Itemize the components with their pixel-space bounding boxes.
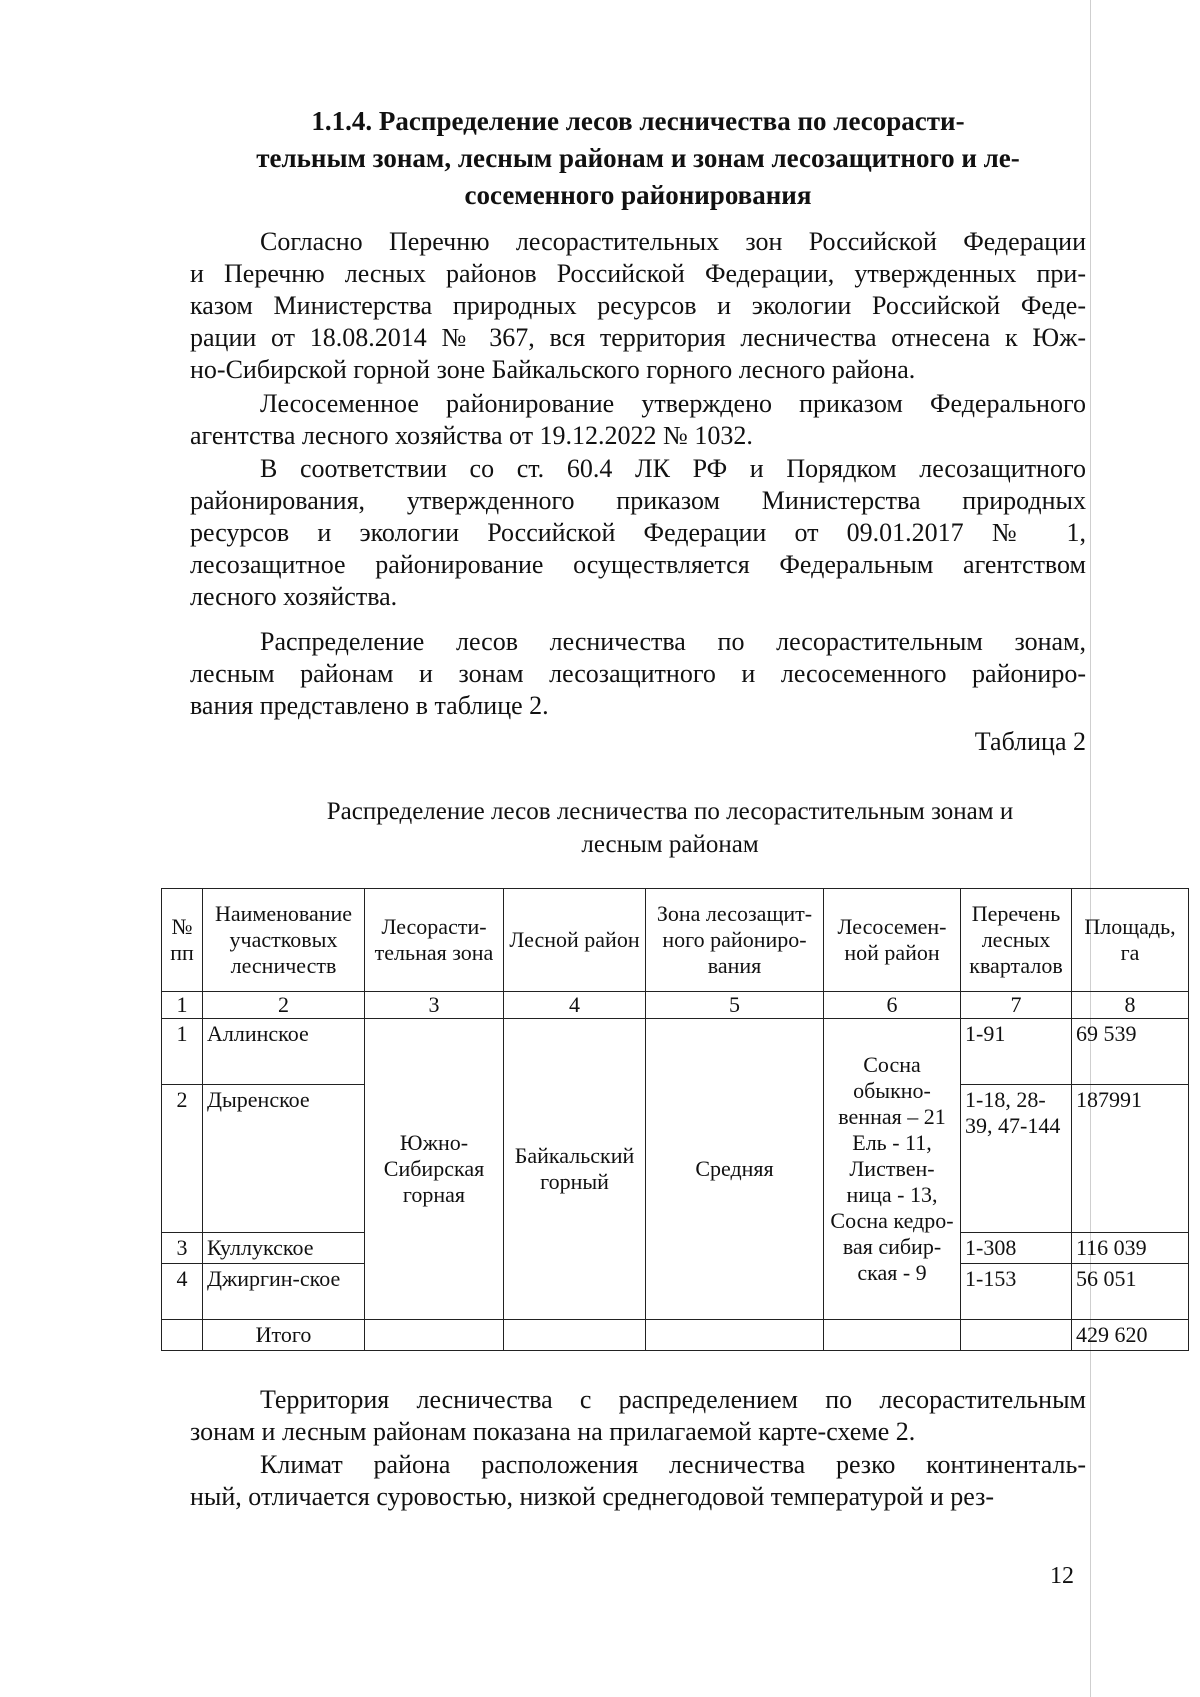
distribution-table — [161, 888, 1189, 1351]
area-value: 56 051 — [1072, 1264, 1189, 1320]
text-line: вания представлено в таблице 2. — [190, 691, 549, 720]
header-cell: Перечень лесных кварталов — [961, 889, 1072, 992]
caption-line: лесным районам — [581, 831, 759, 858]
text-line: лесозащитное районирование осуществляется Федеральным агентством — [190, 550, 1086, 579]
text-line: Лесосеменное районирование утверждено приказом Федерального — [260, 389, 1086, 418]
quarters-list: 1-91 — [961, 1019, 1072, 1085]
heading-line: 1.1.4. Распределение лесов лесничества по лесорасти- — [311, 106, 965, 136]
table-row — [162, 1019, 1189, 1085]
text-line: ный, отличается суровостью, низкой среднегодовой температурой и рез- — [190, 1482, 995, 1511]
quarters-list: 1-18, 28-39, 47-144 — [961, 1085, 1072, 1233]
area-value: 187991 — [1072, 1085, 1189, 1233]
quarters-list: 1-153 — [961, 1264, 1072, 1320]
row-number: 3 — [162, 1233, 203, 1264]
column-number: 7 — [961, 992, 1072, 1019]
header-cell: Лесосемен-ной район — [824, 889, 961, 992]
header-cell: Лесной район — [504, 889, 646, 992]
empty-cell — [646, 1320, 824, 1351]
total-label: Итого — [203, 1320, 365, 1351]
empty-cell — [365, 1320, 504, 1351]
protection-zone: Средняя — [646, 1019, 824, 1320]
header-cell: Наименование участковых лесничеств — [203, 889, 365, 992]
table-caption — [270, 795, 1070, 861]
text-line: зонам и лесным районам показана на прилагаемой карте-схеме 2. — [190, 1417, 916, 1446]
table-label: Таблица 2 — [974, 727, 1086, 756]
empty-cell — [961, 1320, 1072, 1351]
row-number: 4 — [162, 1264, 203, 1320]
paragraph-2 — [190, 388, 1086, 452]
text-line: но-Сибирской горной зоне Байкальского горного лесного района. — [190, 355, 916, 384]
column-number-row — [162, 992, 1189, 1019]
page-number: 12 — [1050, 1563, 1074, 1589]
vegetation-zone: Южно-Сибирская горная — [365, 1019, 504, 1320]
scan-edge-line — [1090, 0, 1091, 1697]
text-line: и Перечню лесных районов Российской Федерации, утвержденных при- — [190, 259, 1086, 288]
text-line: районирования, утвержденного приказом Министерства природных — [190, 486, 1086, 515]
text-line: ресурсов и экологии Российской Федерации от 09.01.2017 № 1, — [190, 518, 1086, 547]
paragraph-3 — [190, 453, 1086, 613]
empty-cell — [162, 1320, 203, 1351]
paragraph-1 — [190, 226, 1086, 386]
quarters-list: 1-308 — [961, 1233, 1072, 1264]
table-total-row — [162, 1320, 1189, 1351]
text-line: Согласно Перечню лесорастительных зон Российской Федерации — [260, 227, 1086, 256]
area-value: 69 539 — [1072, 1019, 1189, 1085]
text-line: лесным районам и зонам лесозащитного и лесосеменного райониро- — [190, 659, 1086, 688]
seed-district: Сосна обыкно-венная – 21 Ель - 11, Листвен-ница - 13, Сосна кедро-вая сибир-ская - 9 — [824, 1019, 961, 1320]
text-line: Территория лесничества с распределением по лесорастительным — [260, 1385, 1086, 1414]
column-number: 3 — [365, 992, 504, 1019]
forestry-name: Джиргин-ское — [203, 1264, 365, 1320]
forestry-name: Аллинское — [203, 1019, 365, 1085]
column-number: 1 — [162, 992, 203, 1019]
text-line: Распределение лесов лесничества по лесорастительным зонам, — [260, 627, 1086, 656]
paragraph-5 — [190, 1384, 1086, 1448]
heading-line: сосеменного районирования — [464, 180, 812, 210]
row-number: 1 — [162, 1019, 203, 1085]
text-line: Климат района расположения лесничества резко континенталь- — [260, 1450, 1086, 1479]
forest-district: Байкальский горный — [504, 1019, 646, 1320]
text-line: казом Министерства природных ресурсов и экологии Российской Феде- — [190, 291, 1086, 320]
text-line: В соответствии со ст. 60.4 ЛК РФ и Порядком лесозащитного — [260, 454, 1086, 483]
table-header-row — [162, 889, 1189, 992]
column-number: 6 — [824, 992, 961, 1019]
area-value: 116 039 — [1072, 1233, 1189, 1264]
column-number: 8 — [1072, 992, 1189, 1019]
column-number: 4 — [504, 992, 646, 1019]
total-area: 429 620 — [1072, 1320, 1189, 1351]
header-cell: № пп — [162, 889, 203, 992]
forestry-name: Дыренское — [203, 1085, 365, 1233]
header-cell: Площадь, га — [1072, 889, 1189, 992]
column-number: 2 — [203, 992, 365, 1019]
header-cell: Лесорасти-тельная зона — [365, 889, 504, 992]
column-number: 5 — [646, 992, 824, 1019]
paragraph-6 — [190, 1449, 1086, 1513]
text-line: агентства лесного хозяйства от 19.12.2022 № 1032. — [190, 421, 753, 450]
paragraph-4 — [190, 626, 1086, 722]
caption-line: Распределение лесов лесничества по лесорастительным зонам и — [326, 798, 1014, 825]
row-number: 2 — [162, 1085, 203, 1233]
empty-cell — [504, 1320, 646, 1351]
heading-line: тельным зонам, лесным районам и зонам лесозащитного и ле- — [256, 143, 1020, 173]
text-line: рации от 18.08.2014 № 367, вся территория лесничества отнесена к Юж- — [190, 323, 1086, 352]
header-cell: Зона лесозащит-ного райониро-вания — [646, 889, 824, 992]
section-heading — [190, 103, 1086, 214]
forestry-name: Куллукское — [203, 1233, 365, 1264]
text-line: лесного хозяйства. — [190, 582, 398, 611]
empty-cell — [824, 1320, 961, 1351]
